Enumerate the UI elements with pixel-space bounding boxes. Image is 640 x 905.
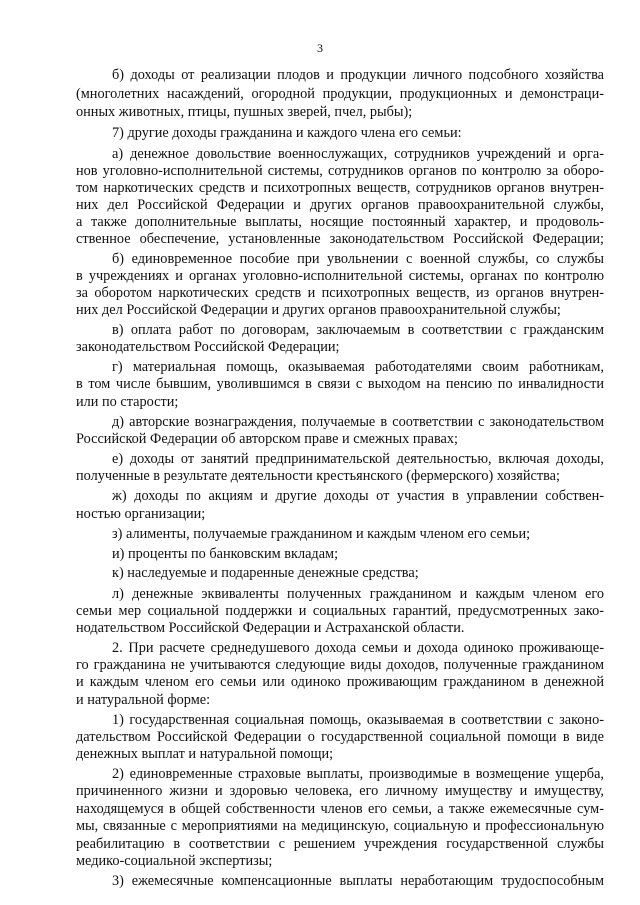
text-line: семьи мер социальной поддержки и социальных гарантий, предусмотренных зако- [76,603,604,619]
text-line: ственное обеспечение, установленные законодательством Российской Федерации; [76,231,604,247]
text-line: Российской Федерации об авторском праве и смежных правах; [76,431,459,447]
text-line: ностью организации; [76,506,206,522]
text-line: мы, связанные с мероприятиями на медицинскую, социальную и профессиональную [76,818,604,834]
text-line: причиненного жизни и здоровью человека, его личному имуществу и имуществу, [76,783,604,799]
text-line: 3) ежемесячные компенсационные выплаты неработающим трудоспособным [112,873,604,889]
text-line: находящемуся в общей собственности членов его семьи, а также ежемесячные сум- [76,801,604,817]
text-line: нов уголовно-исполнительной системы, сотрудников органов по контролю за оборо- [76,163,604,179]
text-line: за оборотом наркотических средств и психотропных веществ, из органов внутрен- [76,285,604,301]
text-line: 2. При расчете среднедушевого дохода семьи и дохода одиноко проживающе- [112,640,604,656]
text-line: в учреждениях и органах уголовно-исполнительной системы, органах по контролю [76,268,604,284]
text-line: а) денежное довольствие военнослужащих, сотрудников учреждений и орга- [112,146,604,162]
text-line: а также дополнительные выплаты, носящие постоянный характер, и продоволь- [76,214,604,230]
text-line: (многолетних насаждений, огородной продукции, продукционных и демонстраци- [76,86,604,102]
text-line: том наркотических средств и психотропных веществ, сотрудников органов внутрен- [76,180,604,196]
text-line: ж) доходы по акциям и другие доходы от участия в управлении собствен- [112,488,604,504]
text-line: к) наследуемые и подаренные денежные средства; [112,565,419,581]
text-line: е) доходы от занятий предпринимательской деятельностью, включая доходы, [112,451,604,467]
text-line: в) оплата работ по договорам, заключаемым в соответствии с гражданским [112,322,604,338]
text-line: б) единовременное пособие при увольнении с военной службы, со службы [112,251,604,267]
text-line: б) доходы от реализации плодов и продукции личного подсобного хозяйства [112,67,604,83]
text-line: денежных выплат и натуральной помощи; [76,746,334,762]
text-line: реабилитацию в соответствии с решением учреждения государственной службы [76,836,604,852]
text-line: законодательством Российской Федерации; [76,339,340,355]
text-line: в том числе бывшим, уволившимся в связи с выходом на пенсию по инвалидности [76,376,604,392]
text-line: нодательством Российской Федерации и Астраханской области. [76,620,465,636]
text-line: дательством Российской Федерации о государственной социальной помощи в виде [76,729,604,745]
text-line: 1) государственная социальная помощь, оказываемая в соответствии с законо- [112,712,604,728]
text-line: или по старости; [76,394,179,410]
text-line: и каждым членом его семьи или одиноко проживающим гражданином в денежной [76,674,604,690]
text-line: медико-социальной экспертизы; [76,853,273,869]
page-number: 3 [317,41,323,55]
text-line: онных животных, птицы, пушных зверей, пчел, рыбы); [76,104,413,120]
text-line: г) материальная помощь, оказываемая работодателями своим работникам, [112,359,604,375]
text-line: и) проценты по банковским вкладам; [112,546,339,562]
text-line: 7) другие доходы гражданина и каждого члена его семьи: [112,125,462,141]
text-line: них дел Российской Федерации и других органов правоохранительной службы; [76,302,561,318]
text-line: л) денежные эквиваленты полученных гражданином и каждым членом его [112,586,604,602]
text-line: 2) единовременные страховые выплаты, производимые в возмещение ущерба, [112,766,604,782]
text-line: з) алименты, получаемые гражданином и каждым членом его семьи; [112,526,531,542]
text-line: д) авторские вознаграждения, получаемые в соответствии с законодательством [112,414,604,430]
text-line: и натуральной форме: [76,692,211,708]
text-line: полученные в результате деятельности крестьянского (фермерского) хозяйства; [76,468,560,484]
text-line: го гражданина не учитываются следующие виды доходов, полученные гражданином [76,657,604,673]
text-line: них дел Российской Федерации и других органов правоохранительной службы, [76,197,604,213]
